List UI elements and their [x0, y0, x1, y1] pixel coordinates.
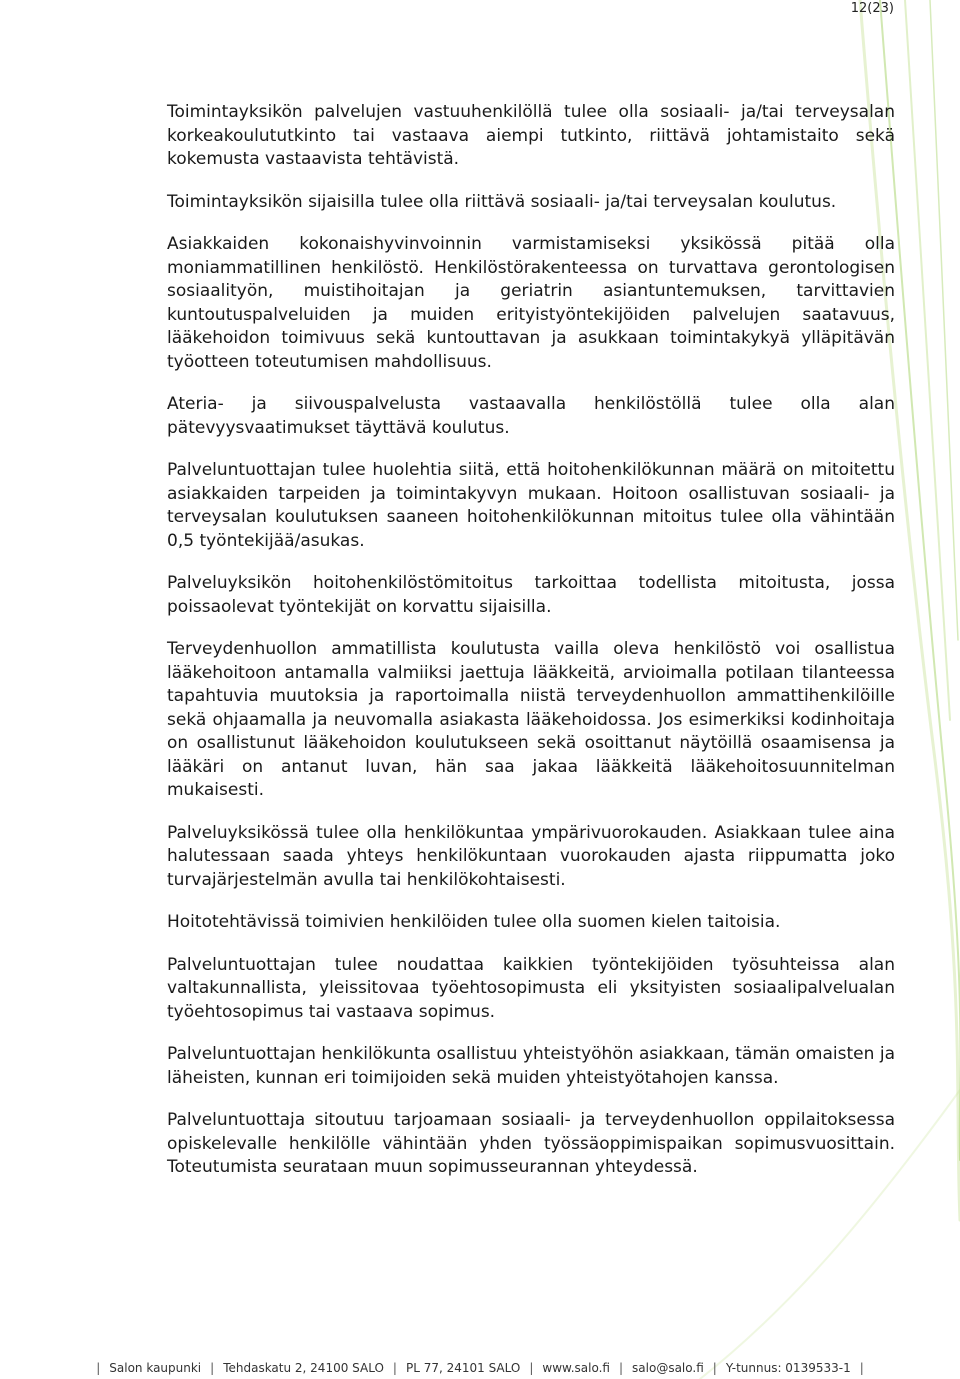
footer-email-link[interactable]: salo@salo.fi [632, 1361, 704, 1375]
footer-separator: | [712, 1361, 717, 1375]
paragraph-round-the-clock: Palveluyksikössä tulee olla henkilökuntaa ympärivuorokauden. Asiakkaan tulee aina halutessaan saada yhteys henkilökuntaan vuorokauden ajasta riippumatta joko turvajärjestelmän avulla tai henkilökohtaisesti. [167, 822, 895, 890]
paragraph-collective-agreement: Palveluntuottajan tulee noudattaa kaikkien työntekijöiden työsuhteissa alan valtakunnallista, yleissitovaa työehtosopimusta eli yksityisten sosiaalipalvelualan työehtosopimus tai vastaava sopimus. [167, 954, 895, 1022]
footer-separator: | [529, 1361, 534, 1375]
paragraph-cooperation: Palveluntuottajan henkilökunta osallistuu yhteistyöhön asiakkaan, tämän omaisten ja läheisten, kunnan eri toimijoiden sekä muiden yhteistyötahojen kanssa. [167, 1044, 895, 1088]
footer-website-link[interactable]: www.salo.fi [542, 1361, 610, 1375]
footer-separator: | [96, 1361, 101, 1375]
page-number: 12(23) [850, 1, 894, 16]
footer-separator: | [392, 1361, 397, 1375]
footer-street-address: Tehdaskatu 2, 24100 SALO [223, 1361, 384, 1375]
paragraph-manager-qualifications: Toimintayksikön palvelujen vastuuhenkilöllä tulee olla sosiaali- ja/tai terveysalan korkeakoulututkinto tai vastaava aiempi tutkinto, riittävä johtamistaito sekä kokemusta vastaavista tehtävistä. [167, 102, 895, 169]
footer-business-id: Y-tunnus: 0139533-1 [725, 1361, 851, 1375]
footer-org-name: Salon kaupunki [109, 1361, 202, 1375]
footer-po-box: PL 77, 24101 SALO [405, 1361, 521, 1375]
paragraph-training-placement: Palveluntuottaja sitoutuu tarjoamaan sosiaali- ja terveydenhuollon oppilaitoksessa opiskelevalle henkilölle vähintään yhden työssäoppimispaikan sopimusvuosittain. Toteutumista seurataan muun sopimusseurannan yhteydessä. [167, 1110, 895, 1177]
paragraph-medication: Terveydenhuollon ammatillista koulutusta vailla oleva henkilöstö voi osallistua lääkehoitoon antamalla valmiiksi jaettuja lääkkeitä, arvioimalla potilaan tilanteessa tapahtuvia muutoksia ja raportoimalla niistä terveydenhuollon ammattihenkilöille sekä ohjaamalla ja neuvomalla asiakasta lääkehoidossa. Jos esimerkiksi kodinhoitaja on osallistunut lääkehoidon koulutukseen sekä osoittanut näytöillä osaamisensa ja lääkäri on antanut luvan, hän saa jakaa lääkkeitä lääkehoitosuunnitelman mukaisesti. [167, 639, 895, 800]
paragraph-staffing-ratio: Palveluntuottajan tulee huolehtia siitä, että hoitohenkilökunnan määrä on mitoitettu asiakkaiden tarpeiden ja toimintakyvyn mukaan. Hoitoon osallistuvan sosiaali- ja terveysalan koulutuksen saaneen hoitohenkilökunnan mitoitus tulee olla vähintään 0,5 työntekijää/asukas. [167, 460, 895, 551]
document-body [167, 101, 895, 1199]
footer-separator: | [859, 1361, 864, 1375]
page-footer [0, 1358, 960, 1378]
paragraph-actual-staffing: Palveluyksikön hoitohenkilöstömitoitus tarkoittaa todellista mitoitusta, jossa poissaolevat työntekijät on korvattu sijaisilla. [167, 573, 895, 617]
paragraph-finnish-language: Hoitotehtävissä toimivien henkilöiden tulee olla suomen kielen taitoisia. [167, 912, 781, 932]
paragraph-substitutes: Toimintayksikön sijaisilla tulee olla riittävä sosiaali- ja/tai terveysalan koulutus. [167, 191, 837, 212]
paragraph-meal-cleaning-staff: Ateria- ja siivouspalvelusta vastaavalla henkilöstöllä tulee olla alan pätevyysvaatimukset täyttävä koulutus. [167, 394, 895, 438]
paragraph-multiprofessional-staff: Asiakkaiden kokonaishyvinvoinnin varmistamiseksi yksikössä pitää olla moniammatillinen henkilöstö. Henkilöstörakenteessa on turvattava gerontologisen sosiaalityön, muistihoitajan ja geriatrin asiantuntemuksen, tarvittavien kuntoutuspalveluiden ja muiden erityistyöntekijöiden palvelujen saatavuus, lääkehoidon toimivuus sekä kuntouttavan ja asukkaan toimintakykyä ylläpitävän työotteen toteutumisen mahdollisuus. [167, 234, 895, 372]
footer-separator: | [210, 1361, 215, 1375]
footer-separator: | [619, 1361, 624, 1375]
